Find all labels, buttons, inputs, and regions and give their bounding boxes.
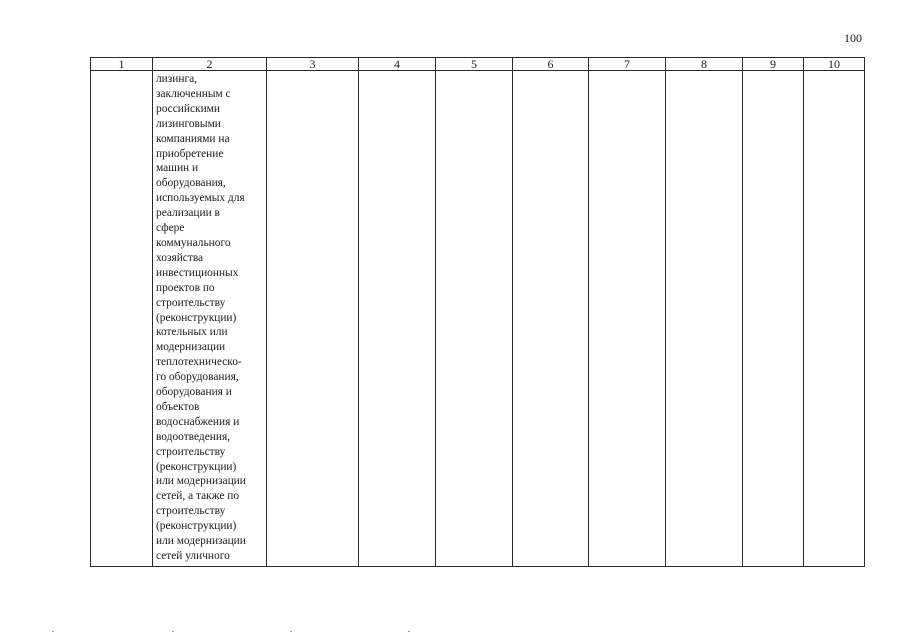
column-number-10: 10: [804, 58, 865, 71]
column-number-1: 1: [91, 58, 153, 71]
page-number: 100: [844, 31, 862, 45]
table-cell-col4: [359, 71, 436, 567]
table-cell-col1: [91, 71, 153, 567]
scan-speck: [408, 631, 410, 632]
table-cell-col7: [589, 71, 666, 567]
scan-speck: [52, 631, 54, 632]
scan-speck: [290, 631, 292, 632]
table-cell-col5: [436, 71, 513, 567]
scan-speck: [172, 631, 174, 632]
column-number-3: 3: [267, 58, 359, 71]
column-number-6: 6: [513, 58, 589, 71]
header-row: [91, 58, 865, 71]
table-cell-col3: [267, 71, 359, 567]
column-number-4: 4: [359, 58, 436, 71]
table-row: [91, 71, 865, 567]
data-table: [90, 57, 865, 567]
column-number-7: 7: [589, 58, 666, 71]
table-body: [91, 71, 865, 567]
table-header: [91, 58, 865, 71]
table-cell-col8: [666, 71, 743, 567]
column-number-8: 8: [666, 58, 743, 71]
column-number-2: 2: [153, 58, 267, 71]
table-cell-col6: [513, 71, 589, 567]
column-number-5: 5: [436, 58, 513, 71]
table-cell-col10: [804, 71, 865, 567]
table-cell-col2: [153, 71, 267, 567]
table-cell-col9: [743, 71, 804, 567]
column-number-9: 9: [743, 58, 804, 71]
measure-description: лизинга, заключенным с российскими лизинговыми компаниями на приобретение машин и оборудования, используемых для реализации в сфере коммунального хозяйства инвестиционных проектов по строительству (реконструкции) котельных или модернизации теплотехническо- го оборудования, оборудования и объектов водоснабжения и водоотведения, строительству (реконструкции) или модернизации сетей, а также по строительству (реконструкции) или модернизации сетей уличного: [156, 73, 246, 562]
